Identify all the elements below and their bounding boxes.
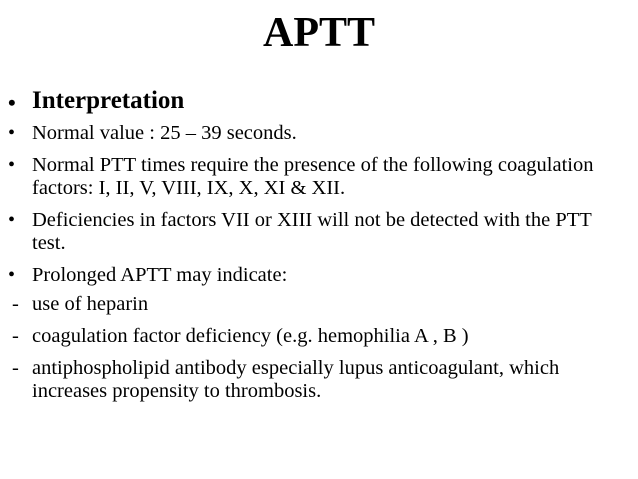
sub-item-text: antiphospholipid antibody especially lupus anticoagulant, which increases propensity to thrombosis.	[32, 357, 560, 402]
bullet-text: Prolonged APTT may indicate:	[32, 264, 288, 286]
bullet-text: Normal PTT times require the presence of the following coagulation factors: I, II, V, VIII, IX, X, XI & XII.	[32, 154, 594, 199]
bullet-icon: •	[8, 122, 16, 144]
bullet-normal-value	[0, 122, 638, 145]
bullet-interpretation	[0, 86, 638, 116]
bullet-icon: •	[8, 90, 16, 115]
sub-item-text: coagulation factor deficiency (e.g. hemophilia A , B )	[32, 325, 469, 347]
dash-icon: -	[12, 325, 19, 347]
bullet-text: Interpretation	[32, 87, 185, 114]
bullet-icon: •	[8, 264, 16, 286]
bullet-list	[0, 86, 638, 412]
sub-item-factor-deficiency	[0, 325, 638, 348]
bullet-prolonged-aptt	[0, 264, 638, 287]
bullet-coagulation-factors	[0, 154, 638, 200]
bullet-icon: •	[8, 209, 16, 231]
bullet-text: Deficiencies in factors VII or XIII will not be detected with the PTT test.	[32, 209, 592, 254]
sub-item-text: use of heparin	[32, 293, 149, 315]
sub-item-antiphospholipid	[0, 357, 638, 403]
slide-title: APTT	[262, 10, 375, 56]
dash-icon: -	[12, 293, 19, 315]
bullet-deficiencies	[0, 209, 638, 255]
bullet-text: Normal value : 25 – 39 seconds.	[32, 122, 297, 144]
dash-icon: -	[12, 357, 19, 379]
bullet-icon: •	[8, 154, 16, 176]
sub-item-heparin	[0, 293, 638, 316]
